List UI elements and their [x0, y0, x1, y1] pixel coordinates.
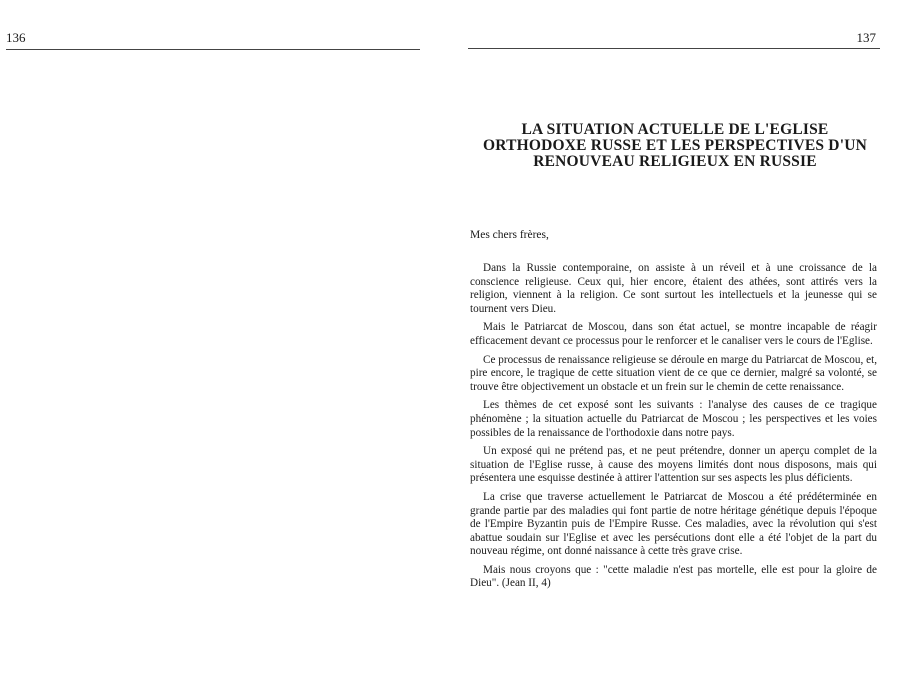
paragraph: Dans la Russie contemporaine, on assiste à un réveil et à une croissance de la conscience religieuse. Ceux qui, hier encore, étaient des athées, sont attirés vers la religion, viennent à la religion. Ce sont surtout les intellectuels et la jeunesse qui se tournent vers Dieu. [470, 262, 877, 315]
paragraph: Mais nous croyons que : "cette maladie n'est pas mortelle, elle est pour la gloire de Dieu". (Jean II, 4) [470, 563, 877, 590]
title-line: ORTHODOXE RUSSE ET LES PERSPECTIVES D'UN [482, 137, 867, 154]
header-rule [468, 48, 880, 49]
left-page [0, 0, 450, 700]
body-text [470, 262, 877, 596]
title-line: LA SITUATION ACTUELLE DE L'EGLISE [521, 121, 829, 138]
salutation: Mes chers frères, [470, 229, 549, 241]
paragraph: Mais le Patriarcat de Moscou, dans son état actuel, se montre incapable de réagir efficacement devant ce processus pour le renforcer et le canaliser vers le cours de l'Eglise. [470, 321, 877, 347]
page-number: 137 [856, 30, 876, 45]
paragraph: Ce processus de renaissance religieuse se déroule en marge du Patriarcat de Moscou, et, pire encore, le tragique de cette situation vient de ce que ce dernier, malgré sa volonté, se trouve être objectivement un obstacle et un frein sur le chemin de cette renaissance. [470, 353, 877, 393]
title-line: RENOUVEAU RELIGIEUX EN RUSSIE [533, 153, 817, 170]
chapter-title [470, 122, 880, 170]
paragraph: La crise que traverse actuellement le Patriarcat de Moscou a été prédéterminée en grande partie par des maladies qui font partie de notre héritage génétique depuis l'époque de l'Empire Byzantin puis de l'Empire Russe. Ces maladies, avec la révolution qui s'est abattue soudain sur l'Eglise et avec les persécutions dont elle a été l'objet de la part du nouveau régime, ont donné naissance à cette très grave crise. [470, 490, 877, 558]
paragraph: Un exposé qui ne prétend pas, et ne peut prétendre, donner un aperçu complet de la situation de l'Eglise russe, à cause des moyens limités dont nous disposons, mais qui présentera une esquisse destinée à attirer l'attention sur ses aspects les plus déficients. [470, 445, 877, 485]
page-number: 136 [6, 30, 26, 45]
right-page [450, 0, 901, 700]
header-rule [6, 49, 420, 50]
paragraph: Les thèmes de cet exposé sont les suivants : l'analyse des causes de ce tragique phénomène ; la situation actuelle du Patriarcat de Moscou ; les perspectives et les voies possibles de la renaissance de l'orthodoxie dans notre pays. [470, 399, 877, 439]
